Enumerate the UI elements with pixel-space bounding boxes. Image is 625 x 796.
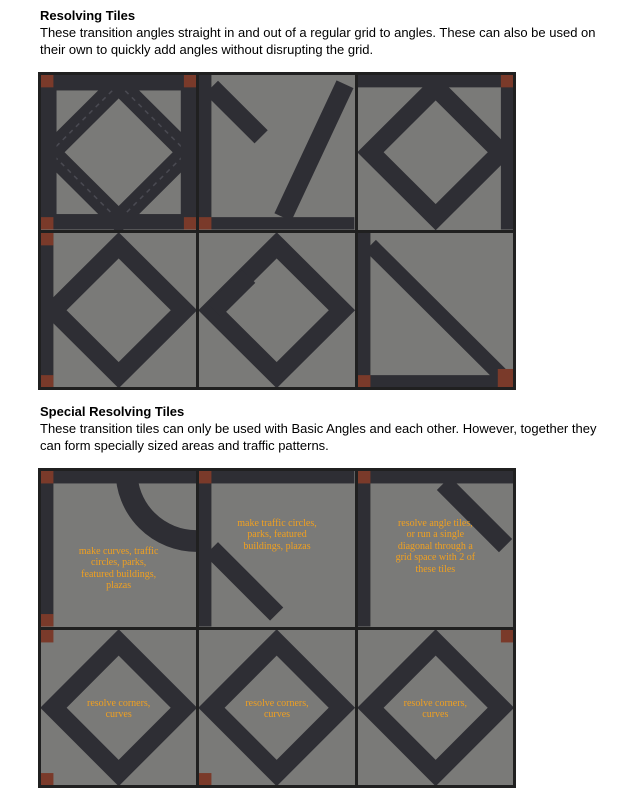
special-tile-6 [358,630,513,786]
special-heading: Special Resolving Tiles [40,404,185,419]
resolving-tiles-grid [38,72,516,390]
special-tile-5 [199,630,354,786]
tile-caption: resolve corners, curves [403,697,467,721]
road-diagonal-single [358,233,513,388]
road-diagonal-corner [199,75,354,230]
tile-caption: resolve corners, curves [245,697,309,721]
tile-caption: resolve corners, curves [87,697,151,721]
special-tile-1 [41,471,196,627]
special-section [40,404,600,454]
resolving-tile-6 [358,233,513,388]
road-diamond-right [358,75,513,230]
tile-caption: make traffic circles, parks, featured buildings, plazas [237,517,317,552]
resolving-tile-2 [199,75,354,230]
resolving-section [40,8,600,58]
special-tile-3 [358,471,513,627]
resolving-tile-1 [41,75,196,230]
special-tiles-grid [38,468,516,788]
road-diamond-bottom [41,233,196,388]
resolving-heading: Resolving Tiles [40,8,136,23]
special-description: These transition tiles can only be used with Basic Angles and each other. However, together they can form specially sized areas and traffic patterns. [40,421,597,453]
resolving-tile-3 [358,75,513,230]
resolving-description: These transition angles straight in and out of a regular grid to angles. These can also be used on their own to quickly add angles without disrupting the grid. [40,25,596,57]
special-tile-4 [41,630,196,786]
tile-caption: make curves, traffic circles, parks, featured buildings, plazas [78,545,159,592]
special-tile-2 [199,471,354,627]
road-diamond-full [41,75,196,230]
resolving-tile-4 [41,233,196,388]
road-diamond-center [199,233,354,388]
tile-caption: resolve angle tiles, or run a single diagonal through a grid space with 2 of these tiles [395,517,476,575]
resolving-tile-5 [199,233,354,388]
